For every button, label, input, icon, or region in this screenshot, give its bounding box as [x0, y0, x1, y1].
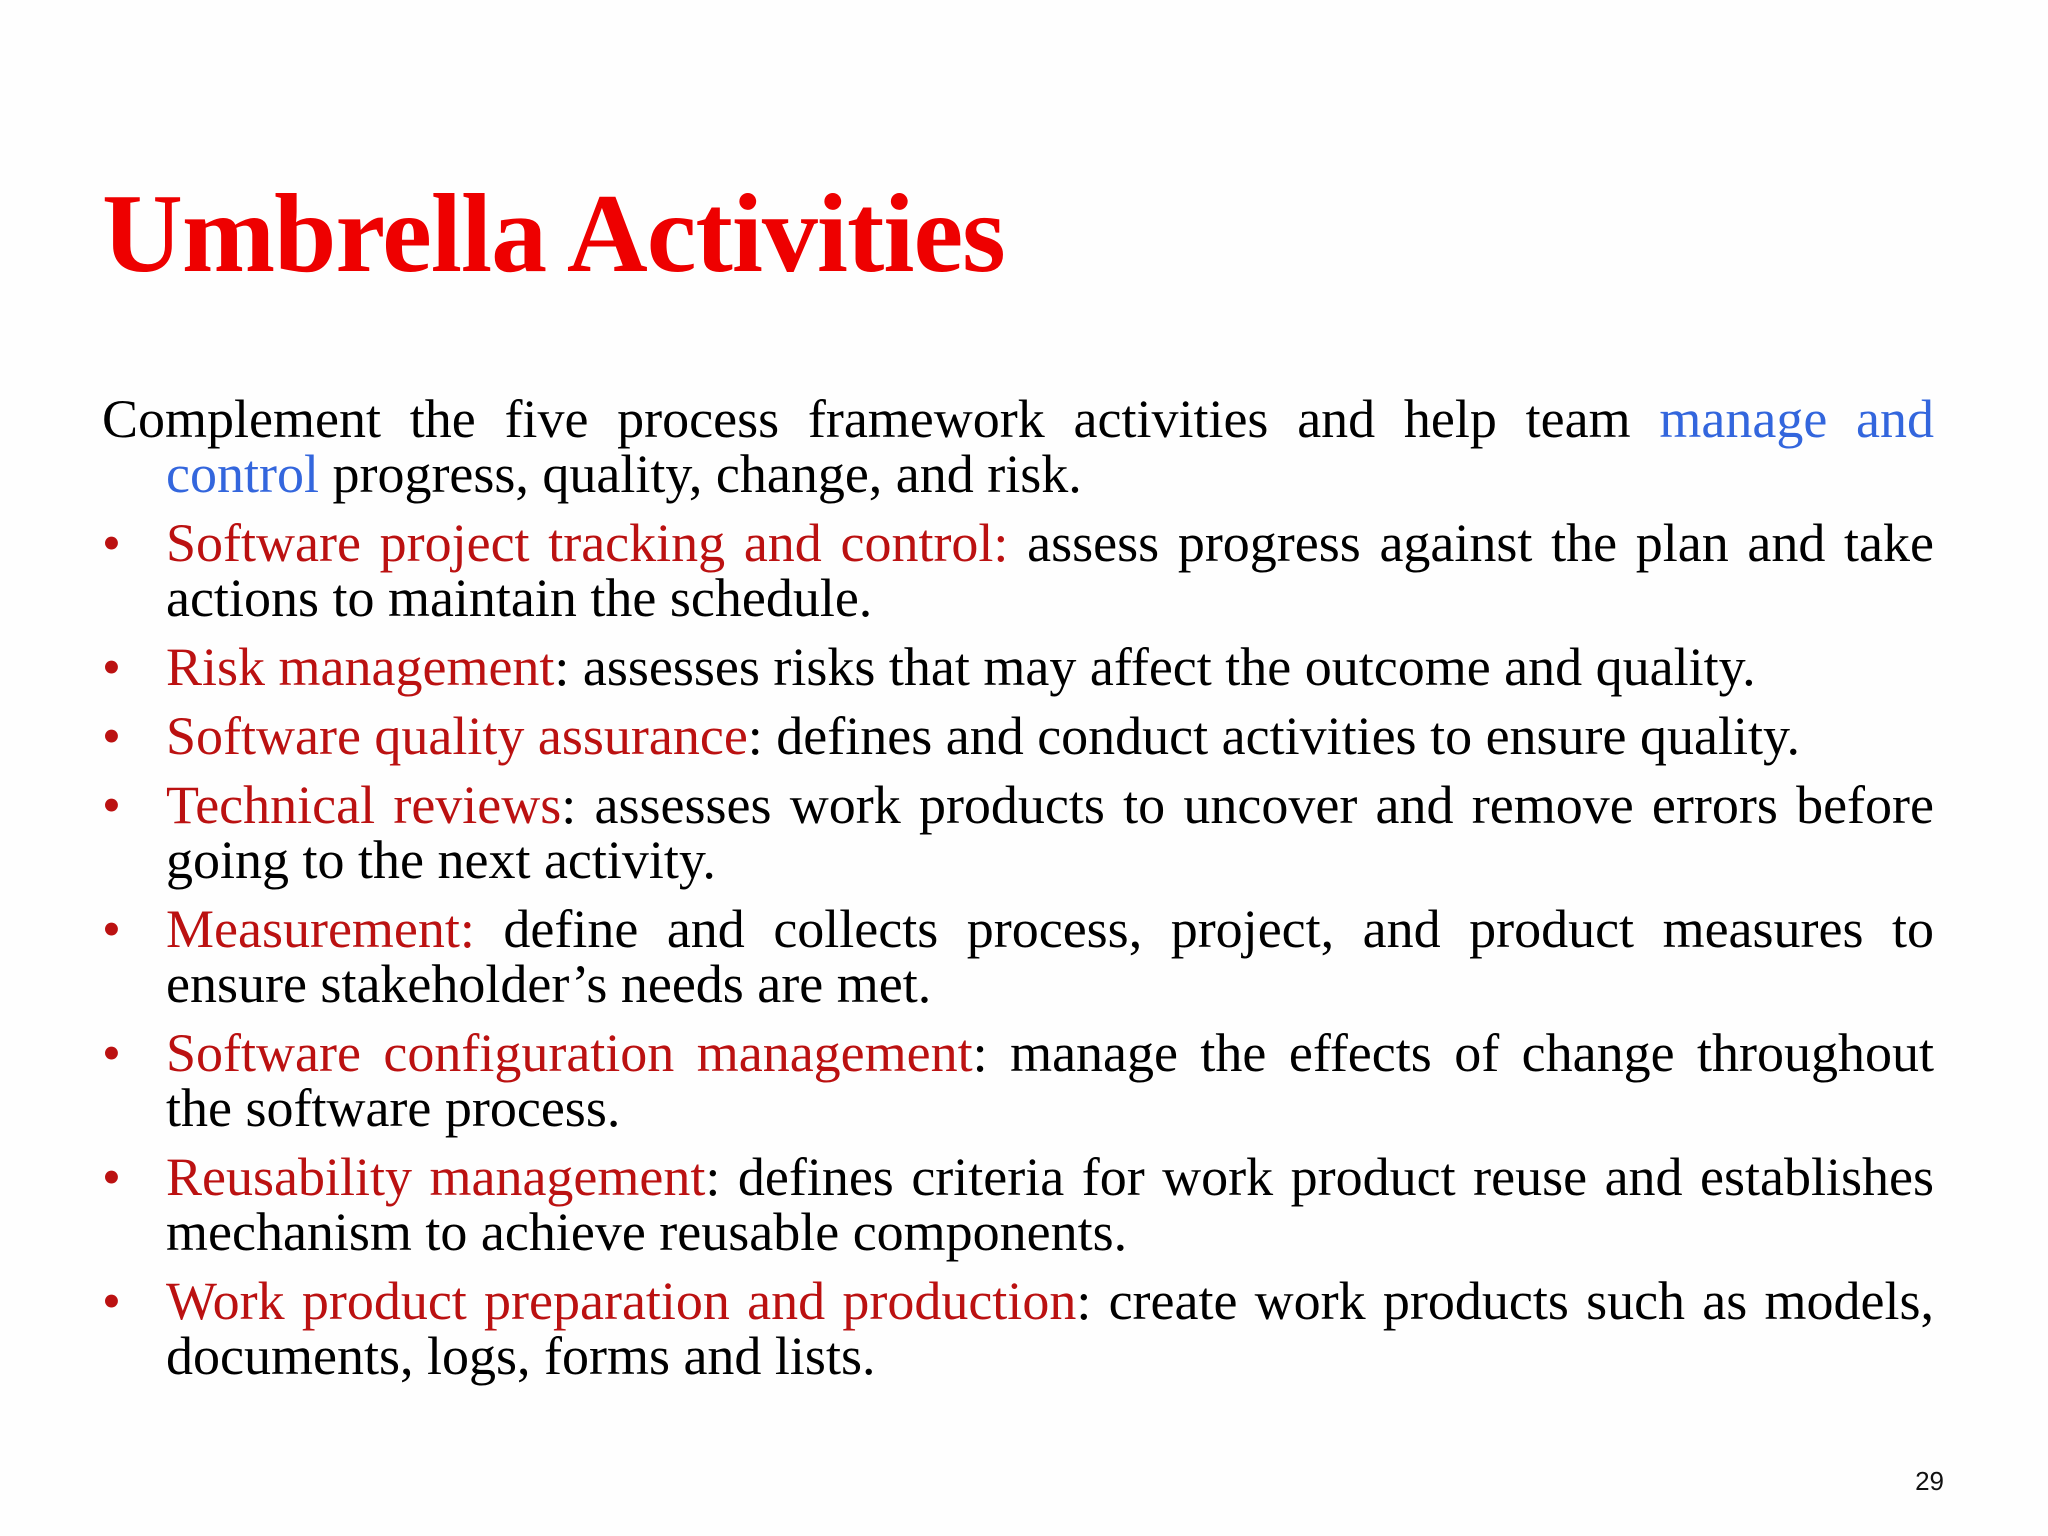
item-text: : assesses risks that may affect the outcome and quality.	[554, 637, 1756, 697]
item-text: assess progress against the plan and take actions to maintain the schedule.	[166, 513, 1934, 628]
slide-title: Umbrella Activities	[102, 172, 1005, 296]
activity-list	[102, 513, 1934, 1386]
bullet-icon: •	[102, 637, 121, 697]
list-item	[102, 1023, 1934, 1138]
list-item	[102, 775, 1934, 890]
bullet-icon: •	[102, 899, 121, 959]
intro-text-after: progress, quality, change, and risk.	[318, 444, 1082, 504]
item-text: : manage the effects of change throughout the software process.	[166, 1023, 1934, 1138]
list-item	[102, 637, 1934, 697]
item-term: Risk management	[166, 637, 555, 697]
bullet-icon: •	[102, 513, 121, 573]
bullet-icon: •	[102, 1023, 121, 1083]
list-item	[102, 513, 1934, 628]
list-item	[102, 1271, 1934, 1386]
bullet-icon: •	[102, 1271, 121, 1331]
bullet-icon: •	[102, 1147, 121, 1207]
list-item	[102, 706, 1934, 766]
bullet-icon: •	[102, 706, 121, 766]
intro-text-before: Complement the five process framework activities and help team	[102, 389, 1660, 449]
item-text: : assesses work products to uncover and remove errors before going to the next activity.	[166, 775, 1934, 890]
list-item	[102, 899, 1934, 1014]
item-text: : defines criteria for work product reuse and establishes mechanism to achieve reusable components.	[166, 1147, 1934, 1262]
item-text: define and collects process, project, and product measures to ensure stakeholder’s needs are met.	[166, 899, 1934, 1014]
slide-body	[102, 389, 1935, 1398]
list-item	[102, 1147, 1934, 1262]
item-text: : defines and conduct activities to ensure quality.	[747, 706, 1800, 766]
bullet-icon: •	[102, 775, 121, 835]
intro-highlight: manage and control	[166, 389, 1935, 504]
item-term: Measurement:	[166, 899, 475, 959]
page-number: 29	[1915, 1466, 1944, 1496]
item-term: Software project tracking and control:	[166, 513, 1009, 573]
item-term: Technical reviews	[166, 775, 562, 835]
item-term: Software configuration management	[166, 1023, 973, 1083]
item-term: Software quality assurance	[166, 706, 748, 766]
item-term: Work product preparation and production	[166, 1271, 1077, 1331]
item-term: Reusability management	[166, 1147, 706, 1207]
intro-paragraph	[102, 389, 1935, 504]
item-text: : create work products such as models, documents, logs, forms and lists.	[166, 1271, 1934, 1386]
